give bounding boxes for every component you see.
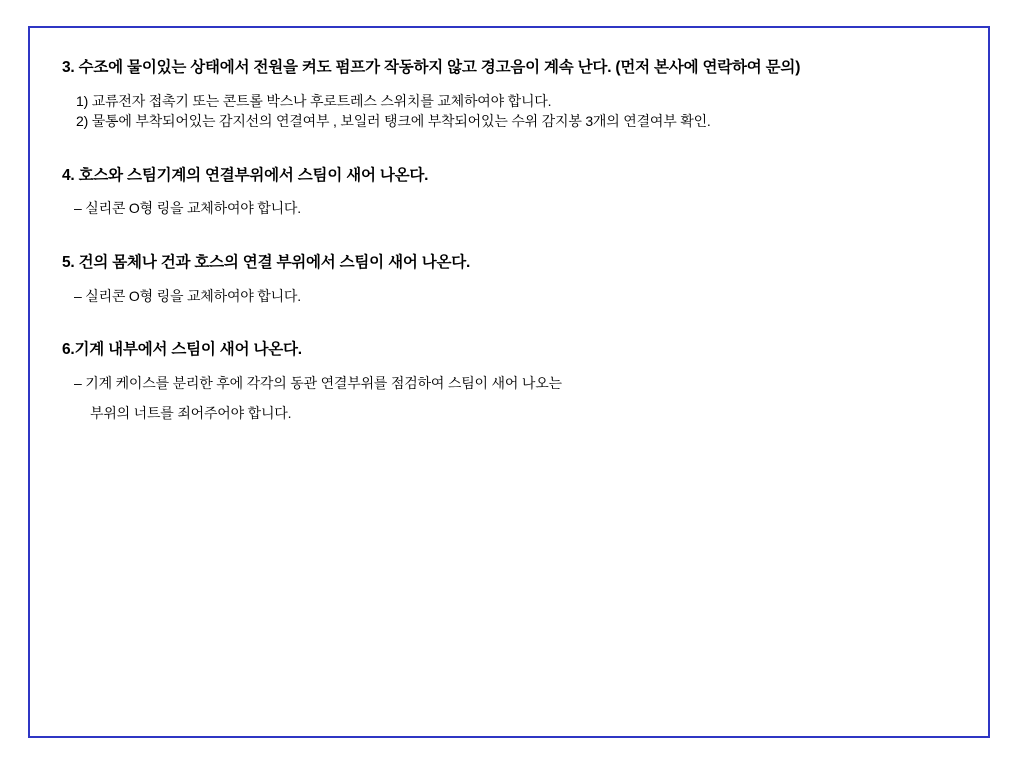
spacer — [62, 186, 960, 198]
section-3-item-2: 2) 물통에 부착되어있는 감지선의 연결여부 , 보일러 탱크에 부착되어있는 수위 감지봉 3개의 연결여부 확인. — [76, 113, 711, 130]
spacer — [62, 132, 960, 166]
section-5 — [62, 253, 960, 306]
slide-content — [62, 58, 960, 423]
spacer — [62, 361, 960, 373]
section-4-heading: 4. 호스와 스팀기계의 연결부위에서 스팀이 새어 나온다. — [62, 166, 429, 184]
section-5-heading: 5. 건의 몸체나 건과 호스의 연결 부위에서 스팀이 새어 나온다. — [62, 253, 471, 271]
section-3 — [62, 58, 960, 132]
spacer — [62, 306, 960, 340]
section-3-item-1: 1) 교류전자 접촉기 또는 콘트롤 박스나 후로트레스 스위치를 교체하여야 합니다. — [76, 92, 552, 109]
section-4 — [62, 166, 960, 219]
section-6-heading: 6.기계 내부에서 스팀이 새어 나온다. — [62, 340, 302, 358]
spacer — [62, 393, 960, 403]
section-3-heading: 3. 수조에 물이있는 상태에서 전원을 켜도 펌프가 작동하지 않고 경고음이 계속 난다. (먼저 본사에 연락하여 문의) — [62, 59, 801, 76]
section-6-item-1: – 기계 케이스를 분리한 후에 각각의 동관 연결부위를 점검하여 스팀이 새어 나오는 — [74, 374, 562, 391]
spacer — [62, 219, 960, 253]
section-6-item-1-continuation: 부위의 너트를 죄어주어야 합니다. — [90, 405, 292, 422]
section-6 — [62, 340, 960, 424]
section-5-item-1: – 실리콘 O형 링을 교체하여야 합니다. — [74, 287, 301, 304]
slide-frame — [28, 26, 990, 738]
section-4-item-1: – 실리콘 O형 링을 교체하여야 합니다. — [74, 200, 301, 217]
spacer — [62, 274, 960, 286]
spacer — [62, 79, 960, 91]
